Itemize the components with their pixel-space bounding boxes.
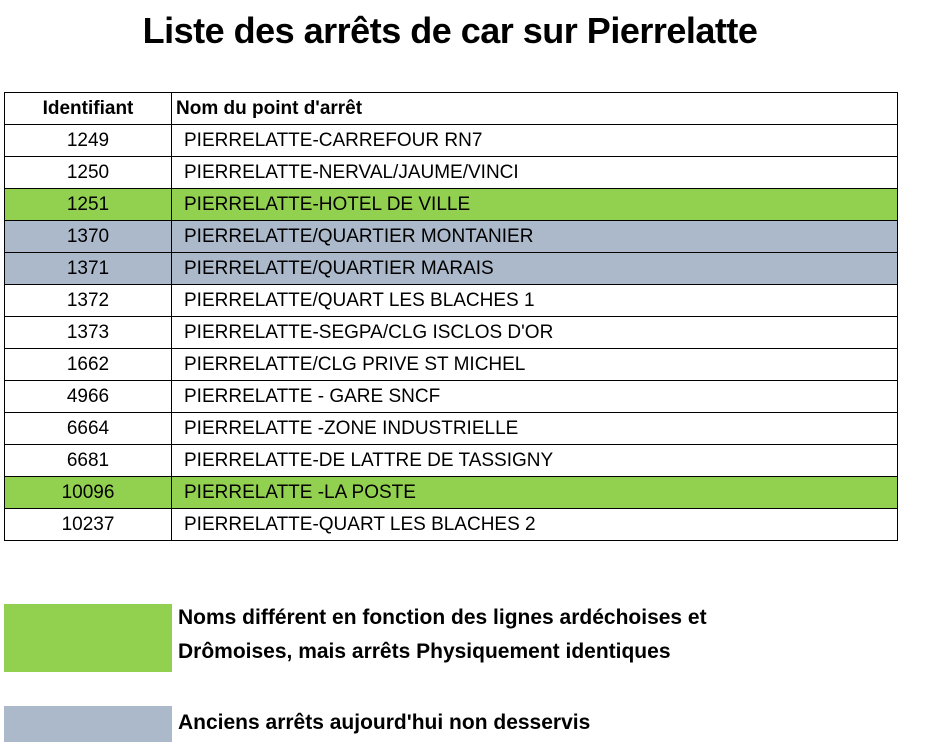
- legend-gray-swatch: [4, 706, 172, 742]
- stop-name: PIERRELATTE/QUARTIER MONTANIER: [172, 221, 898, 253]
- stop-name: PIERRELATTE/CLG PRIVE ST MICHEL: [172, 349, 898, 381]
- table-row: [5, 349, 898, 381]
- stop-id: 1371: [5, 253, 172, 285]
- stop-id: 6681: [5, 445, 172, 477]
- table-row: [5, 413, 898, 445]
- stop-name: PIERRELATTE - GARE SNCF: [172, 381, 898, 413]
- stop-id: 1250: [5, 157, 172, 189]
- header-identifiant: Identifiant: [5, 93, 172, 125]
- stop-name: PIERRELATTE/QUART LES BLACHES 1: [172, 285, 898, 317]
- stop-id: 1251: [5, 189, 172, 221]
- stops-table-body: [5, 125, 898, 541]
- table-row: [5, 477, 898, 509]
- legend-green-line-2: Drômoises, mais arrêts Physiquement identiques: [178, 640, 671, 663]
- stop-name: PIERRELATTE -LA POSTE: [172, 477, 898, 509]
- stop-id: 1372: [5, 285, 172, 317]
- legend-green-swatch: [4, 604, 172, 672]
- table-row: [5, 317, 898, 349]
- legend-green-line-1: Noms différent en fonction des lignes ardéchoises et: [178, 606, 707, 629]
- legend-gray-text: Anciens arrêts aujourd'hui non desservis: [178, 711, 591, 734]
- table-row: [5, 381, 898, 413]
- stop-id: 1373: [5, 317, 172, 349]
- stop-id: 1662: [5, 349, 172, 381]
- stop-id: 10096: [5, 477, 172, 509]
- stop-name: PIERRELATTE-NERVAL/JAUME/VINCI: [172, 157, 898, 189]
- stop-id: 1370: [5, 221, 172, 253]
- table-row: [5, 285, 898, 317]
- stop-name: PIERRELATTE-SEGPA/CLG ISCLOS D'OR: [172, 317, 898, 349]
- stop-id: 4966: [5, 381, 172, 413]
- table-row: [5, 221, 898, 253]
- header-nom-point-arret: Nom du point d'arrêt: [172, 93, 898, 125]
- stop-name: PIERRELATTE-QUART LES BLACHES 2: [172, 509, 898, 541]
- stop-id: 6664: [5, 413, 172, 445]
- table-row: [5, 445, 898, 477]
- stop-name: PIERRELATTE/QUARTIER MARAIS: [172, 253, 898, 285]
- table-header-row: [5, 93, 898, 125]
- stop-id: 1249: [5, 125, 172, 157]
- stop-name: PIERRELATTE-DE LATTRE DE TASSIGNY: [172, 445, 898, 477]
- table-row: [5, 157, 898, 189]
- page-title: Liste des arrêts de car sur Pierrelatte: [142, 10, 758, 51]
- stop-name: PIERRELATTE -ZONE INDUSTRIELLE: [172, 413, 898, 445]
- stop-name: PIERRELATTE-CARREFOUR RN7: [172, 125, 898, 157]
- legend-green-text: [178, 601, 878, 669]
- table-row: [5, 189, 898, 221]
- table-row: [5, 509, 898, 541]
- stops-table: [4, 92, 898, 541]
- table-row: [5, 125, 898, 157]
- table-row: [5, 253, 898, 285]
- stop-name: PIERRELATTE-HOTEL DE VILLE: [172, 189, 898, 221]
- stop-id: 10237: [5, 509, 172, 541]
